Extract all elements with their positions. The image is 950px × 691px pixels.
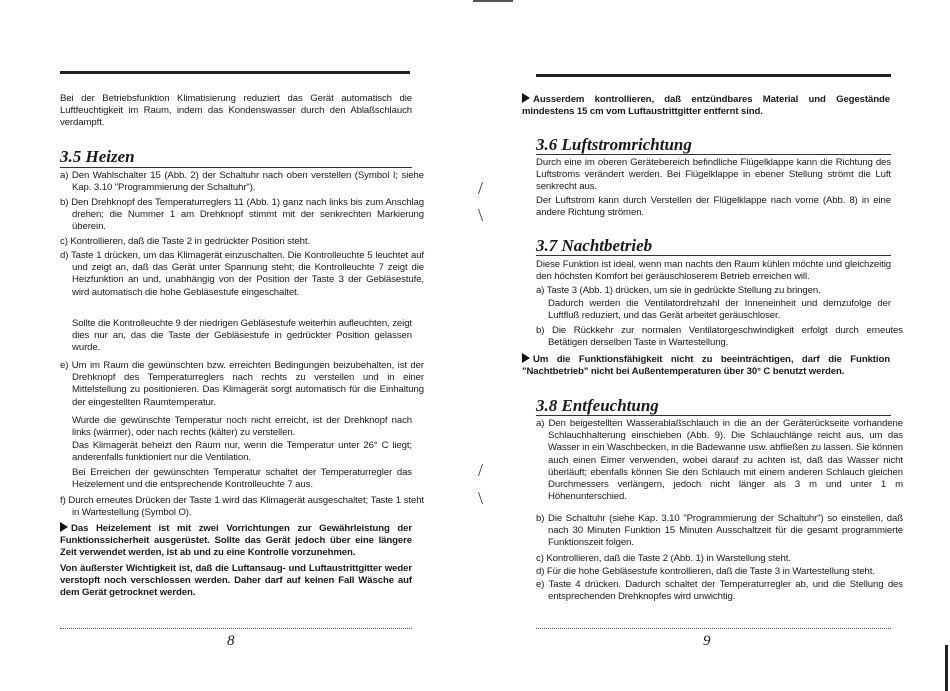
right-page (470, 0, 950, 691)
p37-b: b) Die Rückkehr zur normalen Ventilatorgeschwindigkeit erfolgt durch erneutes Betätigen derselben Taste in Wartestellung. (536, 325, 903, 349)
margin-mark: \ (478, 488, 484, 508)
item-a: a) Den Wahlschalter 15 (Abb. 2) der Schaltuhr nach oben verstellen (Symbol I; siehe Kap. 3.10 "Programmierung der Schaltuhr"). (60, 170, 424, 194)
p37-a: a) Taste 3 (Abb. 1) drücken, um sie in gedrückte Stellung zu bringen. (536, 285, 821, 296)
heading-3-5: 3.5 Heizen (60, 147, 135, 166)
p38-c: c) Kontrollieren, daß die Taste 2 (Abb. 1) in Warstellung steht. (536, 553, 791, 564)
margin-mark: \ (478, 205, 484, 225)
item-f: f) Durch erneutes Drücken der Taste 1 wird das Klimagerät ausgeschaltet; Taste 1 steht in Wartestellung (Symbol O). (60, 495, 424, 519)
margin-mark: / (478, 178, 484, 198)
page-number: 9 (703, 633, 711, 649)
item-e: e) Um im Raum die gewünschten bzw. erreichten Bedingungen beizubehalten, ist der Drehknopf des Temperaturreglers nach rechts zu verstellen und in einer Mittelstellung zu positionieren. Das Klimagerät sorgt automatisch für die Einhaltung der eingestellten Raumtemperatur. (60, 360, 424, 408)
heading-3-8: 3.8 Entfeuchtung (536, 396, 659, 415)
margin-mark: / (478, 460, 484, 480)
item-e-cont2: Das Klimagerät beheizt den Raum nur, wenn die Temperatur unter 26° C liegt; anderenfalls funktioniert nur die Ventilation. (72, 440, 412, 464)
heading-rule (60, 167, 412, 168)
intro-paragraph: Bei der Betriebsfunktion Klimatisierung reduziert das Gerät automatisch die Luftfeuchtigkeit im Raum, indem das Kondenswasser durch den Ablaßschlauch verdampft. (60, 93, 412, 129)
top-rule (536, 74, 891, 77)
warning-heating: Das Heizelement ist mit zwei Vorrichtungen zur Gewährleistung der Funktionssicherheit ausgerüstet. Sollte das Gerät jedoch über eine längere Zeit verwendet werden, ist ab und zu eine Kontrolle vorzunehmen. (60, 523, 412, 559)
arrow-right-icon (60, 522, 68, 532)
p38-d: d) Für die hohe Gebläsestufe kontrollieren, daß die Taste 3 in Wartestellung steht. (536, 566, 875, 577)
warning-flammable: Ausserdem kontrollieren, daß entzündbares Material und Gegestände mindestens 15 cm vom Luftaustrittgitter entfernt sind. (522, 94, 890, 118)
arrow-right-icon (522, 353, 530, 363)
p38-e: e) Taste 4 drücken. Dadurch schaltet der Temperaturregler ab, und die Stellung des entsprechenden Drehknopfes wird unwichtig. (536, 579, 903, 603)
p36-b: Der Luftstrom kann durch Verstellen der Flügelklappe nach vorne (Abb. 8) in eine andere Richtung strömen. (536, 195, 891, 219)
arrow-right-icon (522, 93, 530, 103)
item-c: c) Kontrollieren, daß die Taste 2 in gedrückter Position steht. (60, 236, 311, 247)
heading-3-6: 3.6 Luftstromrichtung (536, 135, 692, 154)
footer-dots (60, 628, 412, 629)
left-page (0, 0, 460, 691)
item-e-cont1: Wurde die gewünschte Temperatur noch nicht erreicht, ist der Drehknopf nach links (wärmer), oder nach rechts (kälter) zu verstellen. (72, 415, 412, 439)
warning-night: Um die Funktionsfähigkeit nicht zu beeinträchtigen, darf die Funktion "Nachtbetrieb" nicht bei Außentemperaturen über 30° C benutzt werden. (522, 354, 890, 378)
page-number: 8 (227, 633, 235, 649)
p38-a: a) Den beigestellten Wasserablaßschlauch in die an der Geräterückseite vorhandene Schlauchhalterung einschieben (Abb. 9). Die Schlauchlänge reicht aus, um das Wasser in ein Waschbecken, in die Badewanne usw. abfließen zu lassen. Sie können auch einen Eimer verwenden, wobei darauf zu achten ist, daß das Wasser nicht überläuft; ebenfalls können Sie den Schlauch mit einem anderen Schlauch gleichen Durchmessers verlängern, jedoch nicht länger als 3 m und unter 1 m Höhenunterschied. (536, 418, 903, 503)
footer-dots (536, 628, 891, 629)
heading-rule (536, 415, 891, 416)
heading-rule (536, 154, 891, 155)
item-b: b) Den Drehknopf des Temperaturreglers 11 (Abb. 1) ganz nach links bis zum Anschlag drehen; die Nummer 1 am Drehknopf stimmt mit der senkrechten Markierung überein. (60, 197, 424, 233)
heading-rule (536, 255, 891, 256)
top-rule (60, 71, 410, 74)
p38-b: b) Die Schaltuhr (siehe Kap. 3.10 "Programmierung der Schaltuhr") so einstellen, daß nach 30 Minuten Funktion 15 Minuten Ausschaltzeit für die gesamt programmierte Funktionszeit folgen. (536, 513, 903, 549)
heading-3-7: 3.7 Nachtbetrieb (536, 236, 653, 255)
item-d-cont: Sollte die Kontrolleuchte 9 der niedrigen Gebläsestufe weiterhin aufleuchten, zeigt dies nur an, das die Taste der Gebläsestufe in gedrückter Position gelassen wurde. (72, 318, 412, 354)
p37: Diese Funktion ist ideal, wenn man nachts den Raum kühlen möchte und gleichzeitig den höchsten Komfort bei geräuschloserem Betrieb erreichen will. (536, 259, 891, 283)
p37-a2: Dadurch werden die Ventilatordrehzahl der Inneneinheit und demzufolge der Luftfluß reduziert, und das Gerät arbeitet geräuschloser. (548, 298, 891, 322)
p36-a: Durch eine im oberen Gerätebereich befindliche Flügelklappe kann die Richtung des Luftstroms verändert werden. Bei Flügelklappe in ebener Stellung strömt die Luft senkrecht aus. (536, 157, 891, 193)
item-e-cont3: Bei Erreichen der gewünschten Temperatur schaltet der Temperaturregler das Heizelement und die entsprechende Kontrolleuchte 7 aus. (72, 467, 412, 491)
warning-grilles: Von äußerster Wichtigkeit ist, daß die Luftansaug- und Luftaustrittgitter weder verstopft noch verschlossen werden. Daher darf auf keinen Fall Wäsche auf dem Gerät getrocknet werden. (60, 563, 412, 599)
item-d: d) Taste 1 drücken, um das Klimagerät einzuschalten. Die Kontrolleuchte 5 leuchtet auf und zeigt an, daß das Gerät unter Spannung steht; die Kontrolleuchte 7 zeigt die Heizfunktion an und, unabhängig von der Position der Taste 3 der Gebläsestufe, wird automatisch die hohe Gebläsestufe eingeschaltet. (60, 250, 424, 298)
